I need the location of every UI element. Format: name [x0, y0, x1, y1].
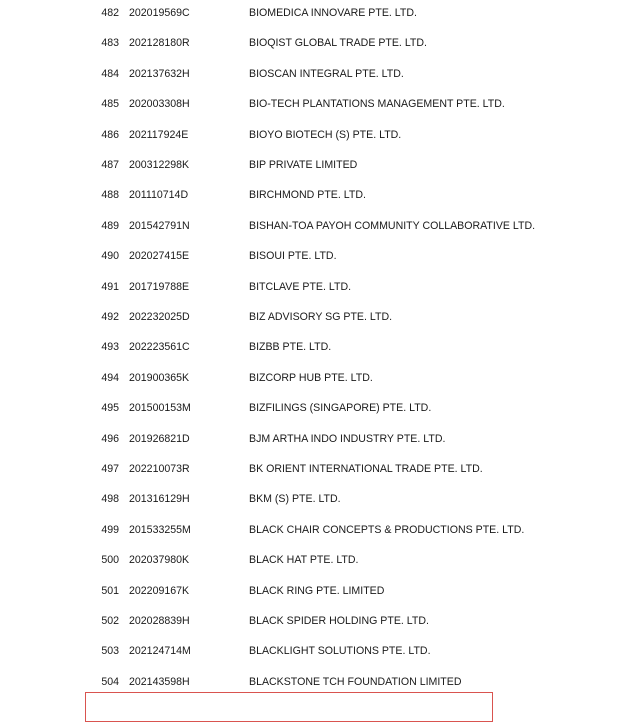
uen-number: 202143598H [129, 675, 190, 688]
entity-name: BIOSCAN INTEGRAL PTE. LTD. [249, 67, 404, 80]
entity-name: BIZBB PTE. LTD. [249, 341, 332, 354]
row-number: 491 [101, 280, 119, 293]
row-number: 486 [101, 128, 119, 141]
uen-number: 202124714M [129, 645, 191, 658]
list-row [0, 581, 640, 601]
uen-number: 202209167K [129, 584, 190, 597]
uen-number: 202003308H [129, 98, 190, 111]
list-row [0, 550, 640, 570]
list-row [0, 33, 640, 53]
row-number: 496 [101, 432, 119, 445]
uen-number: 201110714D [129, 189, 189, 202]
list-row [0, 185, 640, 205]
list-row [0, 520, 640, 540]
list-row [0, 246, 640, 266]
row-number: 482 [101, 7, 119, 19]
row-number: 498 [101, 493, 119, 506]
row-number: 488 [101, 189, 119, 202]
uen-number: 201900365K [129, 371, 190, 384]
list-row [0, 3, 640, 23]
row-number: 492 [101, 311, 119, 323]
entity-name: BITCLAVE PTE. LTD. [249, 280, 352, 293]
entity-name: BLACK CHAIR CONCEPTS & PRODUCTIONS PTE. LTD. [249, 523, 525, 536]
list-row [0, 672, 640, 692]
row-number: 504 [101, 675, 119, 688]
uen-number: 201719788E [129, 280, 190, 293]
entity-name: BIRCHMOND PTE. LTD. [249, 189, 366, 202]
entity-name: BIZ ADVISORY SG PTE. LTD. [249, 311, 393, 323]
uen-number: 202117924E [129, 128, 189, 141]
uen-number: 202210073R [129, 463, 190, 475]
list-row [0, 125, 640, 145]
row-number: 502 [101, 615, 119, 627]
list-row [0, 94, 640, 114]
list-row [0, 641, 640, 661]
uen-number: 201533255M [129, 523, 191, 536]
row-number: 497 [101, 463, 119, 475]
uen-number: 201926821D [129, 432, 190, 445]
entity-name: BJM ARTHA INDO INDUSTRY PTE. LTD. [249, 432, 446, 445]
uen-number: 202027415E [129, 250, 190, 263]
highlight-box [85, 692, 493, 722]
entity-name: BLACKSTONE TCH FOUNDATION LIMITED [249, 675, 462, 688]
row-number: 487 [101, 159, 119, 171]
uen-number: 202019569C [129, 7, 190, 19]
row-number: 489 [101, 219, 119, 232]
entity-name: BISHAN-TOA PAYOH COMMUNITY COLLABORATIVE LTD. [249, 219, 536, 232]
uen-number: 200312298K [129, 159, 190, 171]
entity-name: BIZFILINGS (SINGAPORE) PTE. LTD. [249, 402, 432, 415]
uen-number: 201542791N [129, 219, 190, 232]
uen-number: 202128180R [129, 37, 190, 50]
row-number: 493 [101, 341, 119, 354]
uen-number: 202028839H [129, 615, 190, 627]
entity-name: BISOUI PTE. LTD. [249, 250, 337, 263]
list-row [0, 216, 640, 236]
uen-number: 202137632H [129, 67, 190, 80]
uen-number: 202223561C [129, 341, 190, 354]
row-number: 495 [101, 402, 119, 415]
uen-number: 201316129H [129, 493, 190, 506]
entity-name: BLACK RING PTE. LIMITED [249, 584, 385, 597]
list-row [0, 459, 640, 479]
entity-name: BIP PRIVATE LIMITED [249, 159, 358, 171]
entity-name: BK ORIENT INTERNATIONAL TRADE PTE. LTD. [249, 463, 483, 475]
list-row [0, 307, 640, 327]
list-row [0, 489, 640, 509]
list-row [0, 398, 640, 418]
list-row [0, 155, 640, 175]
row-number: 494 [101, 371, 119, 384]
row-number: 501 [101, 584, 119, 597]
entity-name: BIOMEDICA INNOVARE PTE. LTD. [249, 7, 417, 19]
entity-name: BIO-TECH PLANTATIONS MANAGEMENT PTE. LTD. [249, 98, 505, 111]
entity-name: BLACK HAT PTE. LTD. [249, 554, 359, 567]
row-number: 503 [101, 645, 119, 658]
entity-name: BKM (S) PTE. LTD. [249, 493, 341, 506]
row-number: 500 [101, 554, 119, 567]
uen-number: 201500153M [129, 402, 191, 415]
entity-name: BLACK SPIDER HOLDING PTE. LTD. [249, 615, 429, 627]
entity-name: BLACKLIGHT SOLUTIONS PTE. LTD. [249, 645, 431, 658]
list-row [0, 611, 640, 631]
row-number: 490 [101, 250, 119, 263]
row-number: 484 [101, 67, 119, 80]
list-row [0, 368, 640, 388]
uen-number: 202037980K [129, 554, 190, 567]
list-row [0, 429, 640, 449]
entity-name: BIZCORP HUB PTE. LTD. [249, 371, 373, 384]
row-number: 499 [101, 523, 119, 536]
list-row [0, 277, 640, 297]
uen-number: 202232025D [129, 311, 190, 323]
list-row [0, 337, 640, 357]
row-number: 483 [101, 37, 119, 50]
row-number: 485 [101, 98, 119, 111]
list-row [0, 64, 640, 84]
entity-name: BIOQIST GLOBAL TRADE PTE. LTD. [249, 37, 427, 50]
entity-name: BIOYO BIOTECH (S) PTE. LTD. [249, 128, 402, 141]
